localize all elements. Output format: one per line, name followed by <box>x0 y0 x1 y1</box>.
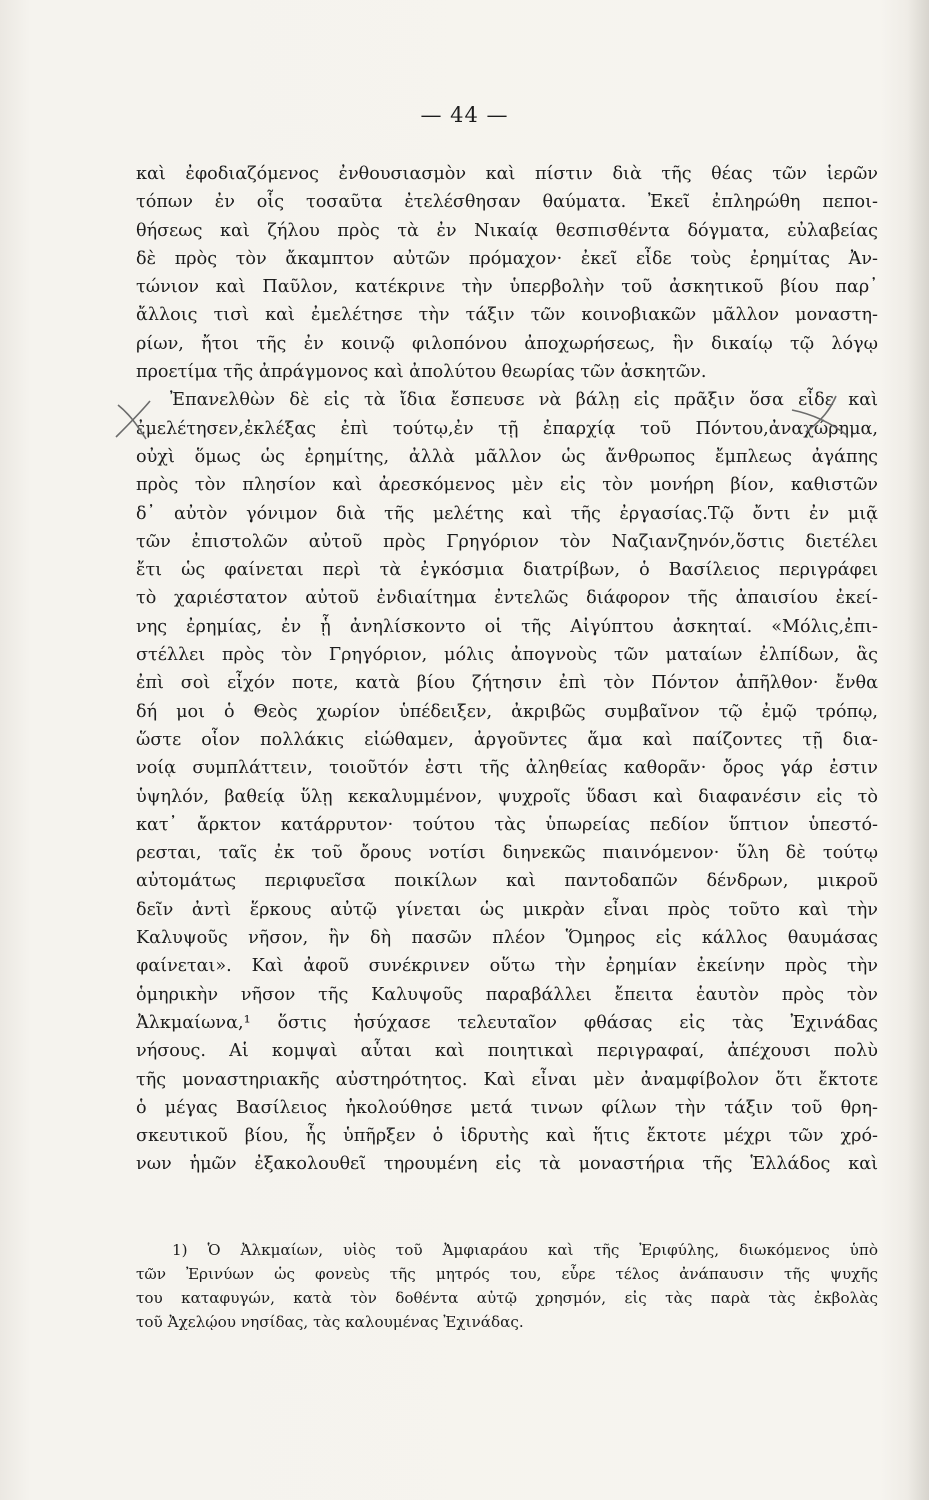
text-line: ἔτι ὡς φαίνεται περὶ τὰ ἐγκόσμια διατρίβων, ὁ Βασίλειος περιγράφει <box>136 560 878 581</box>
text-line: δή μοι ὁ Θεὸς χωρίον ὑπέδειξεν, ἀκριβῶς συμβαῖνον τῷ ἐμῷ τρόπῳ, <box>136 701 878 722</box>
text-line: ὥστε οἷον πολλάκις εἰώθαμεν, ἀργοῦντες ἅμα καὶ παίζοντες τῇ δια- <box>136 729 878 750</box>
footnote-line: του καταφυγών, κατὰ τὸν δοθέντα αὐτῷ χρησμόν, εἰς τὰς παρὰ τὰς ἐκβολὰς <box>136 1289 878 1307</box>
text-line: Ἀλκμαίωνα,¹ ὅστις ἡσύχασε τελευταῖον φθάσας εἰς τὰς Ἐχινάδας <box>136 1012 878 1033</box>
text-line: δεῖν ἀντὶ ἕρκους αὐτῷ γίνεται ὡς μικρὰν εἶναι πρὸς τοῦτο καὶ τὴν <box>136 899 878 920</box>
text-line: θήσεως καὶ ζήλου πρὸς τὰ ἐν Νικαίᾳ θεσπισθέντα δόγματα, εὐλαβείας <box>136 220 878 241</box>
text-line: ἐπὶ σοὶ εἶχόν ποτε, κατὰ βίου ζήτησιν ἐπὶ τὸν Πόντον ἀπῆλθον· ἔνθα <box>136 673 878 694</box>
text-line: ὁ μέγας Βασίλειος ἠκολούθησε μετά τινων φίλων τὴν τάξιν τοῦ θρη- <box>136 1097 878 1118</box>
text-line: νοίᾳ συμπλάττειν, τοιοῦτόν ἐστι τῆς ἀληθείας καθορᾶν· ὄρος γάρ ἐστιν <box>136 758 878 779</box>
text-line: νήσους. Αἱ κομψαὶ αὗται καὶ ποιητικαὶ περιγραφαί, ἀπέχουσι πολὺ <box>136 1041 878 1062</box>
text-line: τώνιον καὶ Παῦλον, κατέκρινε τὴν ὑπερβολὴν τοῦ ἀσκητικοῦ βίου παρ᾽ <box>136 277 878 298</box>
footnote-line: τοῦ Ἀχελῴου νησίδας, τὰς καλουμένας Ἐχινάδας. <box>136 1313 524 1331</box>
text-line: τὸ χαριέστατον αὐτοῦ ἐνδιαίτημα ἐντελῶς διάφορον τῆς ἀπαισίου ἐκεί- <box>136 588 878 609</box>
page-edge-shadow <box>907 0 929 1500</box>
text-line: ἐμελέτησεν,ἐκλέξας ἐπὶ τούτῳ,ἐν τῇ ἐπαρχίᾳ τοῦ Πόντου,ἀναχώρημα, <box>136 418 878 439</box>
text-line: Καλυψοῦς νῆσον, ἣν δὴ πασῶν πλέον Ὅμηρος εἰς κάλλος θαυμάσας <box>136 928 878 949</box>
text-line: πρὸς τὸν πλησίον καὶ ἀρεσκόμενος μὲν εἰς τὸν μονήρη βίον, καθιστῶν <box>136 475 878 496</box>
page-number: — 44 — <box>420 103 509 127</box>
text-line: κατ᾽ ἄρκτον κατάρρυτον· τούτου τὰς ὑπωρείας πεδίον ὕπτιον ὑπεστό- <box>136 814 878 835</box>
text-line: οὐχὶ ὅμως ὡς ἐρημίτης, ἀλλὰ μᾶλλον ὡς ἄνθρωπος ἔμπλεως ἀγάπης <box>136 446 878 467</box>
text-line: νης ἐρημίας, ἐν ᾗ ἀνηλίσκοντο οἱ τῆς Αἰγύπτου ἀσκηταί. «Μόλις,ἐπι- <box>136 616 878 637</box>
text-line: ἄλλοις τισὶ καὶ ἐμελέτησε τὴν τάξιν τῶν κοινοβιακῶν μᾶλλον μοναστη- <box>136 305 878 326</box>
text-line: ρίων, ἤτοι τῆς ἐν κοινῷ φιλοπόνου ἀποχωρήσεως, ἣν δικαίῳ τῷ λόγῳ <box>136 333 878 354</box>
text-line: τῶν ἐπιστολῶν αὐτοῦ πρὸς Γρηγόριον τὸν Ναζιανζηνόν,ὅστις διετέλει <box>136 531 878 552</box>
footnotes <box>136 1238 878 1334</box>
pencil-cross-mark-left <box>106 393 166 453</box>
text-line: νων ἡμῶν ἐξακολουθεῖ τηρουμένη εἰς τὰ μοναστήρια τῆς Ἑλλάδος καὶ <box>136 1154 878 1175</box>
text-line: ὁμηρικὴν νῆσον τῆς Καλυψοῦς παραβάλλει ἔπειτα ἑαυτὸν πρὸς τὸν <box>136 984 878 1005</box>
text-line: φαίνεται». Καὶ ἀφοῦ συνέκρινεν οὕτω τὴν ἐρημίαν ἐκείνην πρὸς τὴν <box>136 956 878 977</box>
text-line: αὐτομάτως περιφυεῖσα ποικίλων καὶ παντοδαπῶν δένδρων, μικροῦ <box>136 871 878 892</box>
text-line: τῆς μοναστηριακῆς αὐστηρότητος. Καὶ εἶναι μὲν ἀναμφίβολον ὅτι ἔκτοτε <box>136 1069 878 1090</box>
text-line: Ἐπανελθὼν δὲ εἰς τὰ ἴδια ἔσπευσε νὰ βάλῃ εἰς πρᾶξιν ὅσα εἶδε καὶ <box>170 390 878 411</box>
pencil-cross-mark-right <box>786 392 866 442</box>
text-line: προετίμα τῆς ἀπράγμονος καὶ ἀπολύτου θεωρίας τῶν ἀσκητῶν. <box>136 362 707 383</box>
text-line: καὶ ἐφοδιαζόμενος ἐνθουσιασμὸν καὶ πίστιν διὰ τῆς θέας τῶν ἱερῶν <box>136 164 878 184</box>
text-line: δὲ πρὸς τὸν ἄκαμπτον αὐτῶν πρόμαχον· ἐκεῖ εἶδε τοὺς ἐρημίτας Ἀν- <box>136 248 878 269</box>
text-line: δ᾽ αὐτὸν γόνιμον διὰ τῆς μελέτης καὶ τῆς ἐργασίας.Τῷ ὄντι ἐν μιᾷ <box>136 503 878 524</box>
footnote-line: τῶν Ἐρινύων ὡς φονεὺς τῆς μητρός του, εὗρε τέλος ἀνάπαυσιν τῆς ψυχῆς <box>136 1265 878 1283</box>
text-line: τόπων ἐν οἷς τοσαῦτα ἐτελέσθησαν θαύματα. Ἐκεῖ ἐπληρώθη πεποι- <box>136 192 878 213</box>
text-line: στέλλει πρὸς τὸν Γρηγόριον, μόλις ἀπογνοὺς τῶν ματαίων ἐλπίδων, ἃς <box>136 645 878 666</box>
text-line: ὑψηλόν, βαθείᾳ ὕλῃ κεκαλυμμένον, ψυχροῖς ὕδασι καὶ διαφανέσιν εἰς τὸ <box>136 786 878 807</box>
body-text <box>136 160 878 1179</box>
footnote-line: 1) Ὁ Ἀλκμαίων, υἱὸς τοῦ Ἀμφιαράου καὶ τῆς Ἐριφύλης, διωκόμενος ὑπὸ <box>172 1241 878 1259</box>
text-line: ρεσται, ταῖς ἐκ τοῦ ὄρους νοτίσι διηνεκῶς πιαινόμενον· ὕλη δὲ τούτῳ <box>136 843 878 864</box>
text-line: σκευτικοῦ βίου, ἧς ὑπῆρξεν ὁ ἱδρυτὴς καὶ ἥτις ἔκτοτε μέχρι τῶν χρό- <box>136 1126 878 1147</box>
